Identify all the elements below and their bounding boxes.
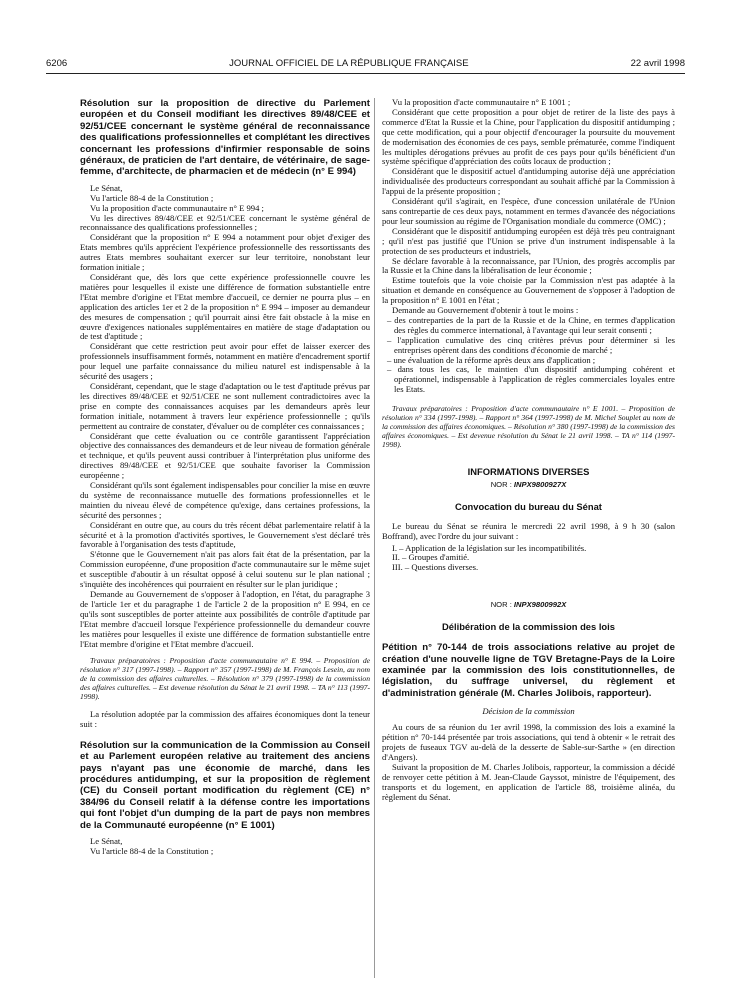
paragraph: Considérant que, dès lors que cette expérience professionnelle couvre les matières pour lesquelles il existe une différence de formation substantielle entre l'Etat membre d'origine et l'Etat membre d'accueil, ce dernier ne pourra plus – en application des articles 1er et 2 de la proposition n° E 994 – imposer au demandeur des mesures de compensation ; qu'il pourrait ainsi être fait obstacle à la mise en œuvre d'exigences nationales supplémentaires en matière de stage d'adaptation ou de test d'aptitude ; bbox=[80, 272, 370, 342]
list-item: – des contreparties de la part de la Russie et de la Chine, en termes d'application des règles du commerce international, à l'avantage qui leur serait consenti ; bbox=[387, 314, 675, 335]
paragraph: Demande au Gouvernement de s'opposer à l'adoption, en l'état, du paragraphe 3 de l'article 1er et du paragraphe 1 de l'article 2 de la proposition n° E 994, en ce qu'ils sont susceptibles de porter atteinte aux possibilités de contrôle d'aptitude par l'Etat membre d'accueil lorsque l'expérience professionnelle du demandeur couvre les matières pour lesquelles il existe une différence de formation substantielle entre l'Etat membre d'origine et l'Etat membre d'accueil. bbox=[80, 589, 370, 649]
left-column bbox=[80, 98, 370, 857]
resolution-e994-title: Résolution sur la proposition de directive du Parlement européen et du Conseil modifiant les directives 89/48/CEE et 92/51/CEE concernant le système général de reconnaissance des qualifications professionnelles et complétant les directives concernant les professions d'infirmier responsable de soins généraux, de praticien de l'art dentaire, de vétérinaire, de sage-femme, d'architecte, de pharmacien et de médecin (n° E 994) bbox=[80, 98, 370, 178]
paragraph: Considérant qu'ils sont également indispensables pour concilier la mise en œuvre du système de reconnaissance mutuelle des formations professionnelles et le maintien du niveau élevé de compétence qu'exige, dans certaines professions, la sécurité des personnes ; bbox=[80, 480, 370, 520]
paragraph: Considérant que le dispositif antidumping européen est déjà très peu contraignant ; qu'il n'est pas justifié que l'Union se prive d'un instrument indispensable à la protection de ses producteurs et industriels, bbox=[382, 225, 675, 256]
decision-heading: Décision de la commission bbox=[482, 706, 575, 717]
issue-date: 22 avril 1998 bbox=[630, 58, 685, 69]
list-item: III. – Questions diverses. bbox=[392, 562, 479, 573]
nor-reference bbox=[382, 480, 675, 489]
list-item: II. – Groupes d'amitié. bbox=[392, 552, 470, 563]
nor-code: INPX9800927X bbox=[513, 479, 567, 489]
journal-title: JOURNAL OFFICIEL DE LA RÉPUBLIQUE FRANÇAISE bbox=[229, 58, 469, 69]
paragraph: Considérant que cette proposition a pour objet de retirer de la liste des pays à commerce d'Etat la Russie et la Chine, pour l'application du dispositif antidumping ; que cette modification, qui a pour objectif d'encourager la poursuite du mouvement de modernisation des économies de ces pays, semble prématurée, comme l'indiquent les multiples dérogations prévues au profit de ces pays pour qu'ils bénéficient d'un système spécifique d'appréciation des coûts locaux de production ; bbox=[382, 106, 675, 167]
agenda-list bbox=[382, 544, 675, 574]
paragraph: Estime toutefois que la voie choisie par la Commission n'est pas adaptée à la situation et demande en conséquence au Gouvernement de s'opposer à l'adoption de la proposition n° E 1001 en l'état ; bbox=[382, 275, 675, 306]
paragraph: Considérant que cette restriction peut avoir pour effet de laisser exercer des professionnels insuffisamment formés, notamment en matière d'encadrement sportif pour lequel une parfaite connaissance du milieu naturel est indispensable à la sécurité des usagers ; bbox=[80, 341, 370, 382]
paragraph: Considérant en outre que, au cours du très récent débat parlementaire relatif à la sécurité et à la promotion d'activités sportives, le Gouvernement s'est déclaré très favorable à l'organisation des tests d'aptitude, bbox=[80, 519, 370, 550]
paragraph: Considérant que cette évaluation ou ce contrôle garantissent l'appréciation objective des connaissances des demandeurs et de leur niveau de formation générale et technique, et qu'ils peuvent aussi contribuer à l'interprétation plus uniforme des directives 89/48/CEE et 92/51/CEE que souhaite favoriser la Commission européenne ; bbox=[80, 430, 370, 481]
nor-label: NOR : bbox=[490, 479, 514, 489]
nor-code: INPX9800992X bbox=[513, 600, 567, 610]
list-item: – dans tous les cas, le maintien d'un dispositif antidumping cohérent et opérationnel, indispensable à l'application de règles commerciales loyales entre les Etats. bbox=[387, 364, 675, 395]
travaux-preparatoires-e994: Travaux préparatoires : Proposition d'acte communautaire n° E 994. – Proposition de résolution n° 317 (1997-1998). – Rapport n° 357 (1997-1998) de M. François Lesein, au nom de la commission des affaires culturelles. – Résolution n° 379 (1997-1998) de la commission des affaires culturelles. – Est devenue résolution du Sénat le 21 avril 1998. – TA n° 113 (1997-1998). bbox=[80, 656, 370, 702]
paragraph: S'étonne que le Gouvernement n'ait pas alors fait état de la présentation, par la Commission européenne, d'une proposition d'acte communautaire sur le même sujet et susceptible d'aboutir à un résultat opposé à celui soutenu sur le plan national ; s'inquiète des incohérences qui pourraient en résulter sur le plan juridique ; bbox=[80, 549, 370, 590]
header-rule bbox=[46, 73, 685, 74]
paragraph: Au cours de sa réunion du 1er avril 1998, la commission des lois a examiné la pétition n° 70-144 présentée par trois associations, qui tend à obtenir « le retrait des projets de fuseaux TGV au-delà de la desserte de Sable-sur-Sarthe » (en direction d'Angers). bbox=[382, 722, 675, 762]
right-column bbox=[382, 98, 675, 802]
paragraph: Le Sénat, bbox=[90, 182, 123, 193]
list-item: – l'application cumulative des cinq critères prévus pour déterminer si les entreprises opèrent dans des conditions d'économie de marché ; bbox=[387, 334, 675, 355]
list-item: – une évaluation de la réforme après deux ans d'application ; bbox=[387, 354, 596, 365]
page-header bbox=[46, 58, 685, 72]
paragraph: Vu la proposition d'acte communautaire n° E 994 ; bbox=[90, 202, 264, 213]
nor-label: NOR : bbox=[490, 600, 514, 610]
resolution-e994-body bbox=[80, 184, 370, 650]
paragraph: Demande au Gouvernement d'obtenir à tout le moins : bbox=[392, 305, 579, 316]
paragraph: Vu l'article 88-4 de la Constitution ; bbox=[90, 192, 214, 203]
column-divider bbox=[374, 98, 375, 978]
paragraph: Le Sénat, bbox=[90, 836, 123, 847]
page-number: 6206 bbox=[46, 58, 68, 69]
petition-title: Pétition n° 70-144 de trois associations relative au projet de création d'une nouvelle ligne de TGV Bretagne-Pays de la Loire examinée par la commission des lois constitutionnelles, de législation, du suffrage universel, du règlement et d'administration générale (M. Charles Jolibois, rapporteur). bbox=[382, 642, 675, 699]
paragraph: Vu la proposition d'acte communautaire n° E 1001 ; bbox=[392, 97, 571, 107]
list-item: I. – Application de la législation sur les incompatibilités. bbox=[392, 542, 587, 553]
travaux-preparatoires-e1001: Travaux préparatoires : Proposition d'acte communautaire n° E 1001. – Proposition de résolution n° 334 (1997-1998). – Rapport n° 364 (1997-1998) de M. Michel Souplet au nom de la commission des affaires économiques. – Résolution n° 380 (1997-1998) de la commission des affaires économiques. – Est devenue résolution du Sénat le 21 avril 1998. – TA n° 114 (1997-1998). bbox=[382, 404, 675, 449]
paragraph: Considérant que la proposition n° E 994 a notamment pour objet d'exiger des Etats membres qu'ils apprécient l'expérience professionnelle des ressortissants des autres Etats membres souhaitant exercer sur leur territoire, nonobstant leur formation initiale ; bbox=[80, 232, 370, 273]
paragraph: Considérant qu'il s'agirait, en l'espèce, d'une concession unilatérale de l'Union sans contrepartie de ces deux pays, notamment en termes d'avancée des négociations pour leur soumission au régime de l'Organisation mondiale du commerce (OMC) ; bbox=[382, 196, 675, 226]
resolution-e1001-title: Résolution sur la communication de la Commission au Conseil et au Parlement européen relative au traitement des anciens pays n'ayant pas une économie de marché, dans les procédures antidumping, et sur la proposition de règlement (CE) du Conseil portant modification du règlement (CE) n° 384/96 du Conseil relatif à la défense contre les importations qui font l'objet d'un dumping de la part de pays non membres de la Communauté européenne (n° E 1001) bbox=[80, 739, 370, 831]
paragraph: Considérant, cependant, que le stage d'adaptation ou le test d'aptitude prévus par les directives 89/48/CEE et 92/51/CEE ne sont nullement contradictoires avec la prise en compte des connaissances acquises par les demandeurs après leur formation initiale, notamment à travers leur expérience professionnelle ; qu'ils permettent au contraire de constater, d'évaluer ou de compléter ces connaissances ; bbox=[80, 380, 370, 431]
convocation-heading: Convocation du bureau du Sénat bbox=[455, 500, 602, 512]
informations-diverses-heading: INFORMATIONS DIVERSES bbox=[467, 465, 590, 477]
demands-list bbox=[382, 316, 675, 395]
paragraph: Se déclare favorable à la reconnaissance, par l'Union, des progrès accomplis par la Russie et la Chine dans la libéralisation de leur économie ; bbox=[382, 255, 675, 276]
adoption-note: La résolution adoptée par la commission des affaires économiques dont la teneur suit : bbox=[80, 708, 370, 729]
paragraph: Vu l'article 88-4 de la Constitution ; bbox=[90, 845, 214, 856]
paragraph: Suivant la proposition de M. Charles Jolibois, rapporteur, la commission a décidé de renvoyer cette pétition à M. Jean-Claude Gayssot, ministre de l'équipement, des transports et du logement, en application de l'article 88, troisième alinéa, du règlement du Sénat. bbox=[382, 761, 675, 802]
paragraph: Vu les directives 89/48/CEE et 92/51/CEE concernant le système général de reconnaissance des qualifications professionnelles ; bbox=[80, 212, 370, 233]
paragraph: Considérant que le dispositif actuel d'antidumping autorise déjà une appréciation individualisée des producteurs correspondant au souhait affiché par la Commission à l'appui de la présente proposition ; bbox=[382, 166, 675, 197]
deliberation-heading: Délibération de la commission des lois bbox=[442, 621, 615, 633]
nor-reference bbox=[382, 600, 675, 609]
convocation-text: Le bureau du Sénat se réunira le mercredi 22 avril 1998, à 9 h 30 (salon Boffrand), avec l'ordre du jour suivant : bbox=[382, 520, 675, 541]
